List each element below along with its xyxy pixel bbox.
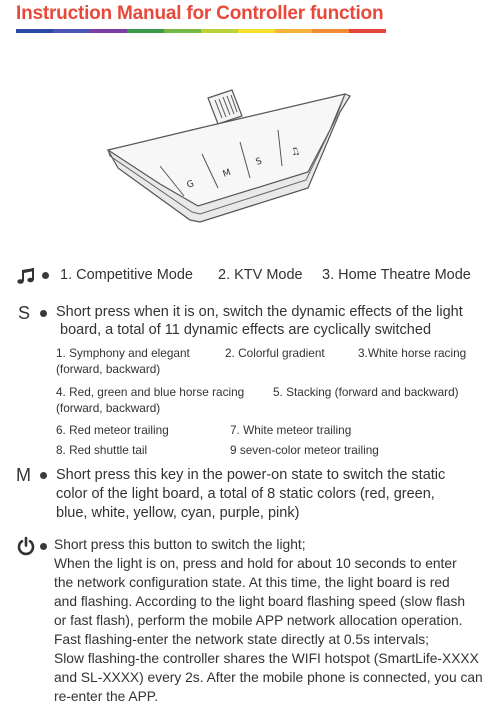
rainbow-segment (164, 29, 201, 33)
m-key-label: M (16, 465, 31, 485)
device-button-music: ♫ (289, 145, 302, 159)
power-description-line: and flashing. According to the light board flashing speed (slow flash (54, 594, 466, 609)
effect-item: 9 seven-color meteor trailing (230, 443, 379, 457)
rainbow-segment (201, 29, 238, 33)
effect-item: 7. White meteor trailing (230, 423, 352, 437)
controller-illustration (100, 80, 360, 230)
bullet (42, 272, 49, 279)
rainbow-segment (275, 29, 312, 33)
device-button-g: G (185, 179, 196, 191)
rainbow-segment (127, 29, 164, 33)
s-description-line2: board, a total of 11 dynamic effects are cyclically switched (60, 322, 432, 338)
bullet (40, 472, 47, 479)
power-description-line: Short press this button to switch the light; (54, 537, 306, 552)
effect-item: 8. Red shuttle tail (56, 443, 148, 457)
rainbow-segment (312, 29, 349, 33)
power-description-line: the network configuration state. At this time, the light board is red (54, 575, 450, 590)
music-note-icon (16, 267, 36, 285)
m-description-line: Short press this key in the power-on state to switch the static (56, 467, 446, 483)
device-button-m: M (221, 167, 233, 180)
power-description-line: and SL-XXXX) every 2s. After the mobile phone is connected, you can (54, 670, 483, 685)
effect-item: 4. Red, green and blue horse racing (56, 385, 245, 399)
mode-home-theatre: 3. Home Theatre Mode (322, 267, 471, 283)
s-key-label: S (18, 303, 31, 323)
rainbow-segment (349, 29, 386, 33)
rainbow-segment (16, 29, 53, 33)
s-description-line1: Short press when it is on, switch the dynamic effects of the light (56, 304, 463, 320)
m-description-line: color of the light board, a total of 8 static colors (red, green, (56, 486, 435, 502)
power-description-line: re-enter the APP. (54, 689, 159, 704)
effect-item: 5. Stacking (forward and backward) (273, 385, 459, 399)
page-title: Instruction Manual for Controller function (16, 3, 384, 24)
rainbow-segment (53, 29, 90, 33)
mode-ktv: 2. KTV Mode (218, 267, 303, 283)
power-icon (16, 536, 36, 556)
power-description-line: When the light is on, press and hold for about 10 seconds to enter (54, 556, 457, 571)
rainbow-segment (90, 29, 127, 33)
effect-item: (forward, backward) (56, 401, 161, 415)
m-description-line: blue, white, yellow, cyan, purple, pink) (56, 505, 300, 521)
effect-item: 1. Symphony and elegant (56, 346, 190, 360)
bullet (40, 543, 47, 550)
bullet (40, 310, 47, 317)
mode-competitive: 1. Competitive Mode (60, 267, 193, 283)
effect-item: 6. Red meteor trailing (56, 423, 169, 437)
effect-item: 2. Colorful gradient (225, 346, 325, 360)
rainbow-segment (238, 29, 275, 33)
effect-item: 3.White horse racing (358, 346, 467, 360)
power-description-line: or fast flash), perform the mobile APP network allocation operation. (54, 613, 463, 628)
effect-item: (forward, backward) (56, 362, 161, 376)
rainbow-divider (16, 29, 386, 33)
power-description-line: Slow flashing-the controller shares the WIFI hotspot (SmartLife-XXXX (54, 651, 479, 666)
power-description-line: Fast flashing-enter the network state directly at 0.5s intervals; (54, 632, 429, 647)
device-button-s: S (254, 156, 264, 168)
